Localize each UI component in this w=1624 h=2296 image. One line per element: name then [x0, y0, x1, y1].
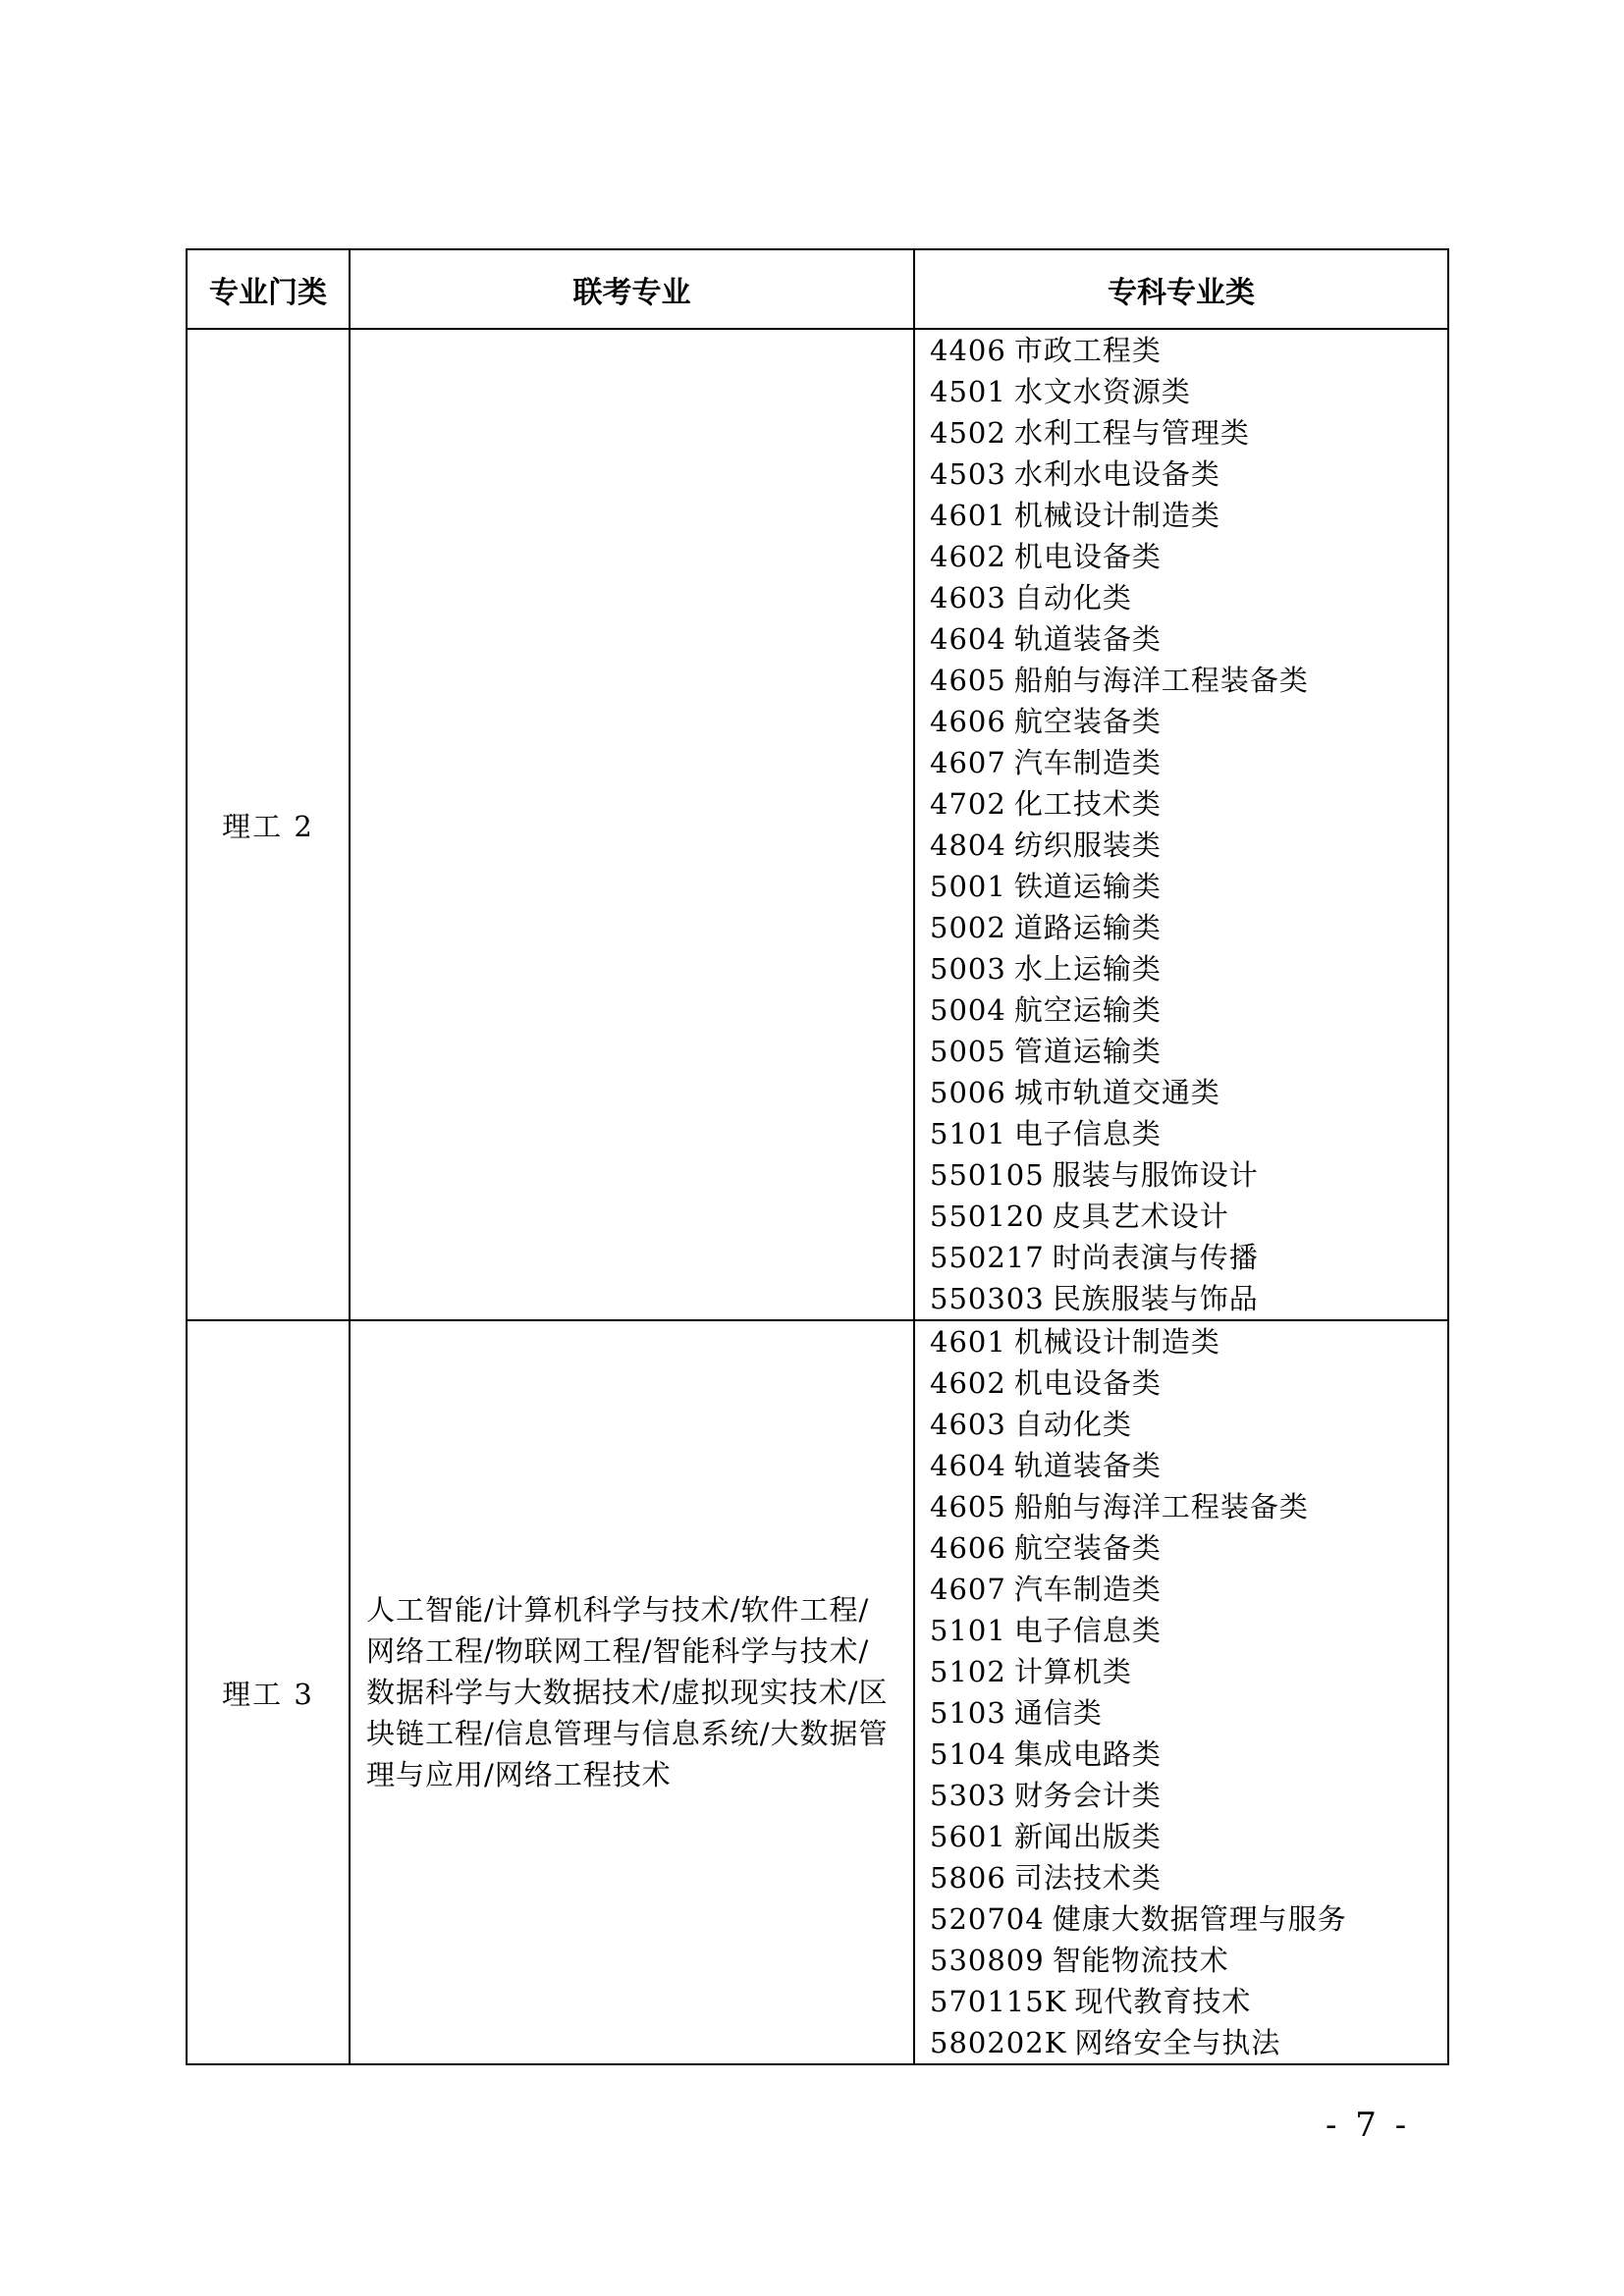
specialty-name: 轨道装备类 [1013, 1449, 1162, 1482]
specialty-code: 550303 [930, 1282, 1045, 1315]
specialty-code: 4603 [930, 581, 1006, 614]
specialty-item [930, 1651, 1447, 1692]
header-specialty-class: 专科专业类 [914, 249, 1448, 329]
specialty-code: 5806 [930, 1861, 1006, 1895]
specialty-item [930, 1196, 1447, 1237]
header-category: 专业门类 [187, 249, 350, 329]
specialty-item [930, 783, 1447, 825]
specialty-name: 自动化类 [1013, 581, 1132, 614]
specialty-item [930, 371, 1447, 412]
specialty-code: 5005 [930, 1035, 1006, 1068]
specialty-name: 轨道装备类 [1013, 622, 1162, 656]
specialty-code: 4607 [930, 746, 1006, 779]
specialty-name: 船舶与海洋工程装备类 [1013, 1490, 1309, 1523]
specialty-item [930, 330, 1447, 371]
specialty-name: 自动化类 [1013, 1408, 1132, 1441]
specialty-code: 4804 [930, 828, 1006, 862]
specialty-code: 4502 [930, 416, 1006, 450]
specialty-name: 道路运输类 [1013, 911, 1162, 944]
specialty-item [930, 1321, 1447, 1362]
specialty-name: 机械设计制造类 [1013, 499, 1220, 532]
specialty-item [930, 1362, 1447, 1404]
specialty-item [930, 1072, 1447, 1113]
specialty-item [930, 989, 1447, 1031]
header-joint-exam-major: 联考专业 [350, 249, 914, 329]
specialty-code: 4606 [930, 1531, 1006, 1565]
specialty-name: 航空装备类 [1013, 705, 1162, 738]
specialty-code: 4406 [930, 334, 1006, 367]
specialty-code: 5101 [930, 1614, 1006, 1647]
specialty-item [930, 907, 1447, 948]
specialty-name: 通信类 [1013, 1696, 1103, 1730]
specialty-code: 4503 [930, 457, 1006, 491]
specialty-name: 管道运输类 [1013, 1035, 1162, 1068]
table-body [187, 329, 1448, 2064]
specialty-name: 船舶与海洋工程装备类 [1013, 664, 1309, 697]
specialty-code: 4605 [930, 664, 1006, 697]
specialty-class-cell [914, 329, 1448, 1320]
specialty-list [915, 330, 1447, 1319]
specialty-name: 航空装备类 [1013, 1531, 1162, 1565]
specialty-code: 5104 [930, 1737, 1006, 1771]
specialty-name: 民族服装与饰品 [1052, 1282, 1259, 1315]
specialty-code: 4603 [930, 1408, 1006, 1441]
specialty-name: 水利水电设备类 [1013, 457, 1220, 491]
table-header-row [187, 249, 1448, 329]
specialty-code: 5003 [930, 952, 1006, 986]
specialty-name: 智能物流技术 [1052, 1944, 1229, 1977]
specialty-item [930, 454, 1447, 495]
specialty-code: 5601 [930, 1820, 1006, 1853]
specialty-code: 4602 [930, 1366, 1006, 1400]
specialty-name: 司法技术类 [1013, 1861, 1162, 1895]
specialty-code: 4605 [930, 1490, 1006, 1523]
specialty-item [930, 1940, 1447, 1981]
specialty-name: 水上运输类 [1013, 952, 1162, 986]
specialty-item [930, 660, 1447, 701]
specialty-code: 4607 [930, 1573, 1006, 1606]
specialty-code: 4604 [930, 1449, 1006, 1482]
specialty-item [930, 1898, 1447, 1940]
specialty-item [930, 577, 1447, 618]
specialty-name: 财务会计类 [1013, 1779, 1162, 1812]
specialty-item [930, 701, 1447, 742]
specialty-item [930, 1734, 1447, 1775]
specialty-item [930, 1404, 1447, 1445]
specialty-code: 4604 [930, 622, 1006, 656]
specialty-name: 时尚表演与传播 [1052, 1241, 1259, 1274]
specialty-code: 530809 [930, 1944, 1045, 1977]
specialty-item [930, 412, 1447, 454]
specialty-item [930, 2022, 1447, 2063]
specialty-name: 新闻出版类 [1013, 1820, 1162, 1853]
specialty-name: 计算机类 [1013, 1655, 1132, 1688]
specialty-code: 550217 [930, 1241, 1045, 1274]
category-cell: 理工 2 [187, 329, 350, 1320]
specialty-name: 铁道运输类 [1013, 870, 1162, 903]
specialty-item [930, 1237, 1447, 1278]
specialty-item [930, 1154, 1447, 1196]
majors-table [186, 248, 1449, 2065]
joint-exam-major-cell [350, 329, 914, 1320]
specialty-item [930, 618, 1447, 660]
table-row [187, 329, 1448, 1320]
specialty-item [930, 1527, 1447, 1569]
specialty-name: 化工技术类 [1013, 787, 1162, 821]
specialty-code: 4501 [930, 375, 1006, 408]
specialty-item [930, 1775, 1447, 1816]
specialty-code: 5004 [930, 993, 1006, 1027]
specialty-name: 集成电路类 [1013, 1737, 1162, 1771]
specialty-code: 5002 [930, 911, 1006, 944]
specialty-item [930, 1981, 1447, 2022]
specialty-name: 市政工程类 [1013, 334, 1162, 367]
specialty-item [930, 1445, 1447, 1486]
specialty-item [930, 1031, 1447, 1072]
specialty-list [915, 1321, 1447, 2063]
specialty-code: 550120 [930, 1200, 1045, 1233]
specialty-name: 健康大数据管理与服务 [1052, 1902, 1347, 1936]
specialty-class-cell [914, 1320, 1448, 2064]
specialty-item [930, 1113, 1447, 1154]
specialty-code: 5006 [930, 1076, 1006, 1109]
specialty-item [930, 1692, 1447, 1734]
specialty-name: 皮具艺术设计 [1052, 1200, 1229, 1233]
specialty-name: 电子信息类 [1013, 1117, 1162, 1150]
specialty-item [930, 1278, 1447, 1319]
specialty-name: 城市轨道交通类 [1013, 1076, 1220, 1109]
specialty-name: 水文水资源类 [1013, 375, 1191, 408]
category-cell: 理工 3 [187, 1320, 350, 2064]
specialty-name: 机械设计制造类 [1013, 1325, 1220, 1359]
specialty-code: 4602 [930, 540, 1006, 573]
specialty-name: 航空运输类 [1013, 993, 1162, 1027]
specialty-item [930, 1569, 1447, 1610]
specialty-name: 电子信息类 [1013, 1614, 1162, 1647]
specialty-name: 汽车制造类 [1013, 1573, 1162, 1606]
specialty-code: 4601 [930, 499, 1006, 532]
specialty-code: 4702 [930, 787, 1006, 821]
specialty-code: 570115K [930, 1985, 1067, 2018]
specialty-name: 汽车制造类 [1013, 746, 1162, 779]
specialty-item [930, 1857, 1447, 1898]
specialty-item [930, 948, 1447, 989]
page-number: - 7 - [1326, 2106, 1411, 2145]
specialty-name: 水利工程与管理类 [1013, 416, 1250, 450]
specialty-code: 5102 [930, 1655, 1006, 1688]
joint-exam-major-cell: 人工智能/计算机科学与技术/软件工程/网络工程/物联网工程/智能科学与技术/数据科学与大数据技术/虚拟现实技术/区块链工程/信息管理与信息系统/大数据管理与应用/网络工程技术 [350, 1320, 914, 2064]
specialty-item [930, 1486, 1447, 1527]
specialty-code: 580202K [930, 2026, 1067, 2059]
specialty-code: 5101 [930, 1117, 1006, 1150]
specialty-code: 550105 [930, 1158, 1045, 1192]
specialty-code: 4601 [930, 1325, 1006, 1359]
specialty-name: 服装与服饰设计 [1052, 1158, 1259, 1192]
specialty-name: 机电设备类 [1013, 1366, 1162, 1400]
specialty-name: 网络安全与执法 [1074, 2026, 1281, 2059]
specialty-name: 机电设备类 [1013, 540, 1162, 573]
specialty-item [930, 866, 1447, 907]
specialty-item [930, 825, 1447, 866]
specialty-item [930, 495, 1447, 536]
specialty-code: 5001 [930, 870, 1006, 903]
specialty-item [930, 742, 1447, 783]
specialty-item [930, 1816, 1447, 1857]
table-row [187, 1320, 1448, 2064]
specialty-name: 现代教育技术 [1074, 1985, 1252, 2018]
specialty-name: 纺织服装类 [1013, 828, 1162, 862]
specialty-item [930, 536, 1447, 577]
specialty-code: 520704 [930, 1902, 1045, 1936]
specialty-code: 5303 [930, 1779, 1006, 1812]
specialty-code: 5103 [930, 1696, 1006, 1730]
specialty-code: 4606 [930, 705, 1006, 738]
specialty-item [930, 1610, 1447, 1651]
